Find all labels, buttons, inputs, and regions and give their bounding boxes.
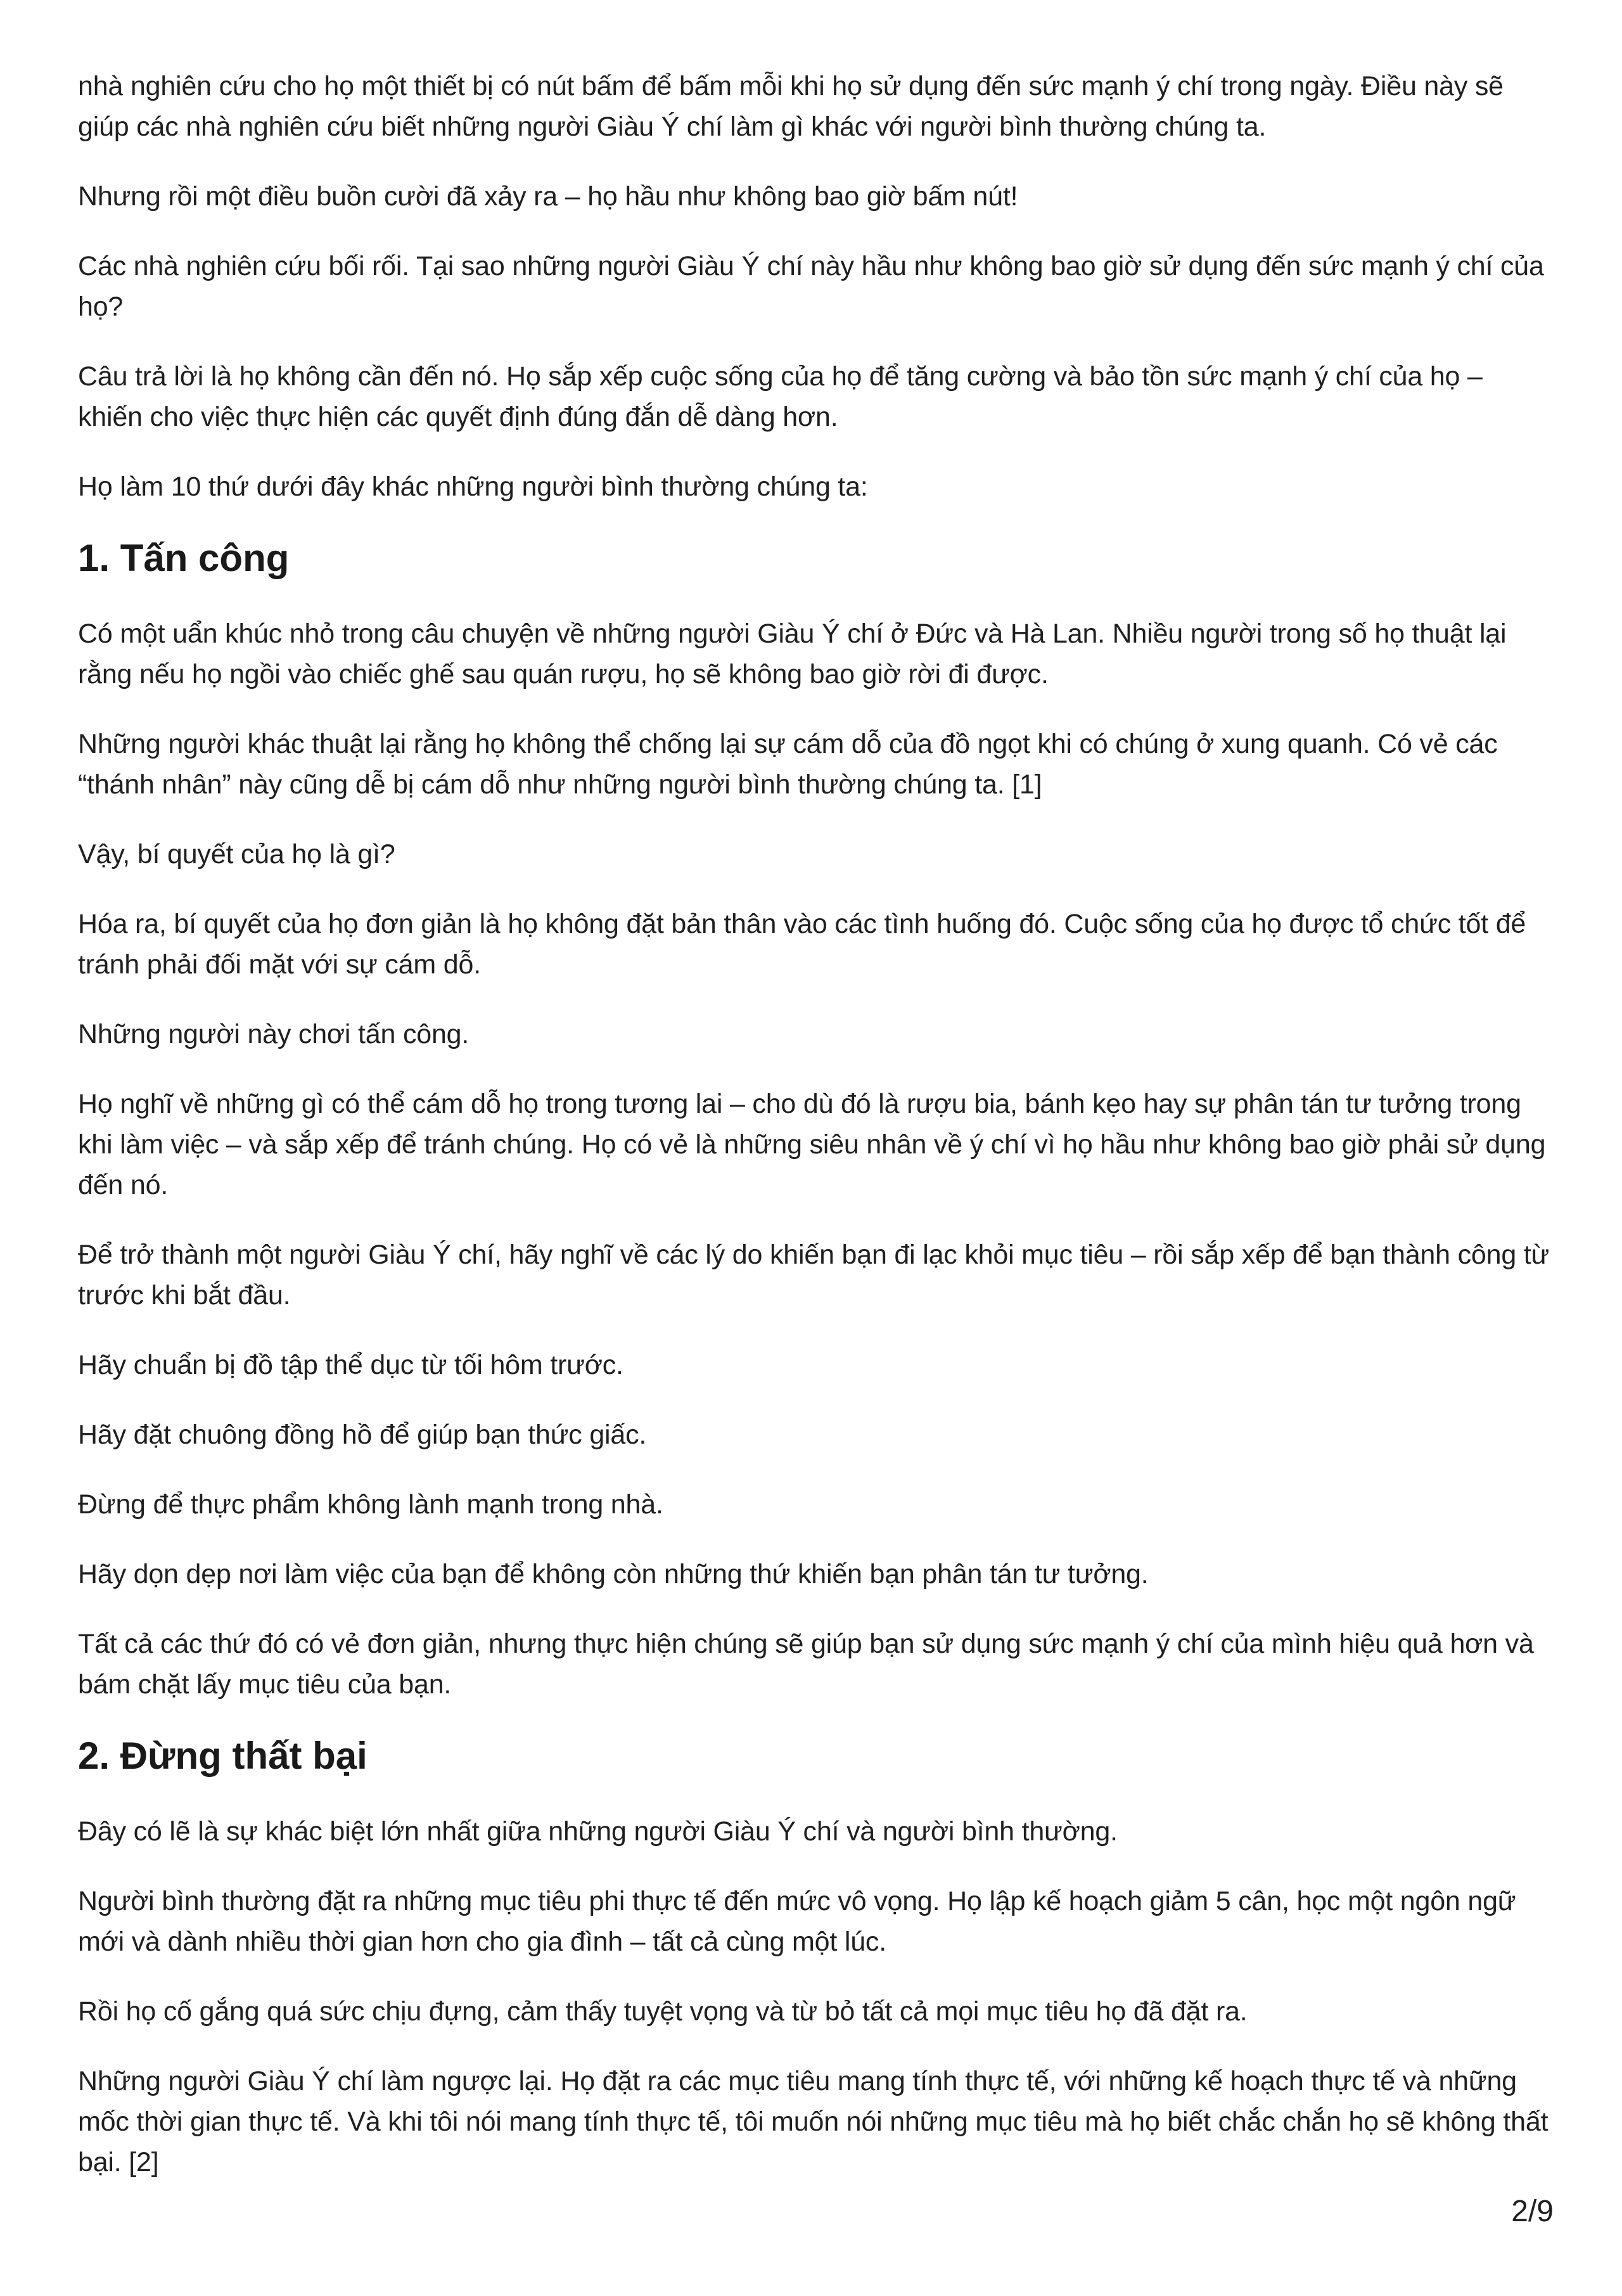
paragraph-12: Để trở thành một người Giàu Ý chí, hãy nghĩ về các lý do khiến bạn đi lạc khỏi mục tiêu – rồi sắp xếp để bạn thành công từ trước khi bắt đầu. [78, 1240, 1550, 1311]
paragraph-3: Các nhà nghiên cứu bối rối. Tại sao những người Giàu Ý chí này hầu như không bao giờ sử dụng đến sức mạnh ý chí của họ? [78, 251, 1544, 322]
section-heading-1: 1. Tấn công [78, 537, 290, 579]
paragraph-15: Đừng để thực phẩm không lành mạnh trong nhà. [78, 1489, 663, 1520]
paragraph-11: Họ nghĩ về những gì có thể cám dỗ họ trong tương lai – cho dù đó là rượu bia, bánh kẹo hay sự phân tán tư tưởng trong khi làm việc – và sắp xếp để tránh chúng. Họ có vẻ là những siêu nhân về ý chí vì họ hầu như không bao giờ phải sử dụng đến nó. [78, 1089, 1546, 1200]
paragraph-20: Rồi họ cố gắng quá sức chịu đựng, cảm thấy tuyệt vọng và từ bỏ tất cả mọi mục tiêu họ đã đặt ra. [78, 1996, 1248, 2027]
paragraph-17: Tất cả các thứ đó có vẻ đơn giản, nhưng thực hiện chúng sẽ giúp bạn sử dụng sức mạnh ý chí của mình hiệu quả hơn và bám chặt lấy mục tiêu của bạn. [78, 1629, 1534, 1700]
paragraph-2: Nhưng rồi một điều buồn cười đã xảy ra – họ hầu như không bao giờ bấm nút! [78, 181, 1018, 212]
section-heading-2: 2. Đừng thất bại [78, 1735, 367, 1777]
paragraph-8: Vậy, bí quyết của họ là gì? [78, 839, 395, 869]
paragraph-14: Hãy đặt chuông đồng hồ để giúp bạn thức giấc. [78, 1420, 647, 1450]
paragraph-5: Họ làm 10 thứ dưới đây khác những người bình thường chúng ta: [78, 471, 868, 502]
paragraph-7: Những người khác thuật lại rằng họ không thể chống lại sự cám dỗ của đồ ngọt khi có chúng ở xung quanh. Có vẻ các “thánh nhân” này cũng dễ bị cám dỗ như những người bình thường chúng ta. [1] [78, 729, 1498, 800]
paragraph-9: Hóa ra, bí quyết của họ đơn giản là họ không đặt bản thân vào các tình huống đó. Cuộc sống của họ được tổ chức tốt để tránh phải đối mặt với sự cám dỗ. [78, 909, 1526, 980]
paragraph-16: Hãy dọn dẹp nơi làm việc của bạn để không còn những thứ khiến bạn phân tán tư tưởng. [78, 1559, 1149, 1589]
paragraph-13: Hãy chuẩn bị đồ tập thể dục từ tối hôm trước. [78, 1350, 623, 1380]
paragraph-4: Câu trả lời là họ không cần đến nó. Họ sắp xếp cuộc sống của họ để tăng cường và bảo tồn sức mạnh ý chí của họ – khiến cho việc thực hiện các quyết định đúng đắn dễ dàng hơn. [78, 361, 1483, 432]
paragraph-1: nhà nghiên cứu cho họ một thiết bị có nút bấm để bấm mỗi khi họ sử dụng đến sức mạnh ý chí trong ngày. Điều này sẽ giúp các nhà nghiên cứu biết những người Giàu Ý chí làm gì khác với người bình thường chúng ta. [78, 71, 1504, 142]
document-page [78, 66, 1554, 2212]
paragraph-10: Những người này chơi tấn công. [78, 1019, 469, 1049]
paragraph-6: Có một uẩn khúc nhỏ trong câu chuyện về những người Giàu Ý chí ở Đức và Hà Lan. Nhiều người trong số họ thuật lại rằng nếu họ ngồi vào chiếc ghế sau quán rượu, họ sẽ không bao giờ rời đi được. [78, 619, 1507, 689]
page-number: 2/9 [1511, 2195, 1554, 2228]
paragraph-21: Những người Giàu Ý chí làm ngược lại. Họ đặt ra các mục tiêu mang tính thực tế, với những kế hoạch thực tế và những mốc thời gian thực tế. Và khi tôi nói mang tính thực tế, tôi muốn nói những mục tiêu mà họ biết chắc chắn họ sẽ không thất bại. [2] [78, 2066, 1549, 2177]
paragraph-18: Đây có lẽ là sự khác biệt lớn nhất giữa những người Giàu Ý chí và người bình thường. [78, 1816, 1118, 1847]
paragraph-19: Người bình thường đặt ra những mục tiêu phi thực tế đến mức vô vọng. Họ lập kế hoạch giảm 5 cân, học một ngôn ngữ mới và dành nhiều thời gian hơn cho gia đình – tất cả cùng một lúc. [78, 1886, 1516, 1957]
